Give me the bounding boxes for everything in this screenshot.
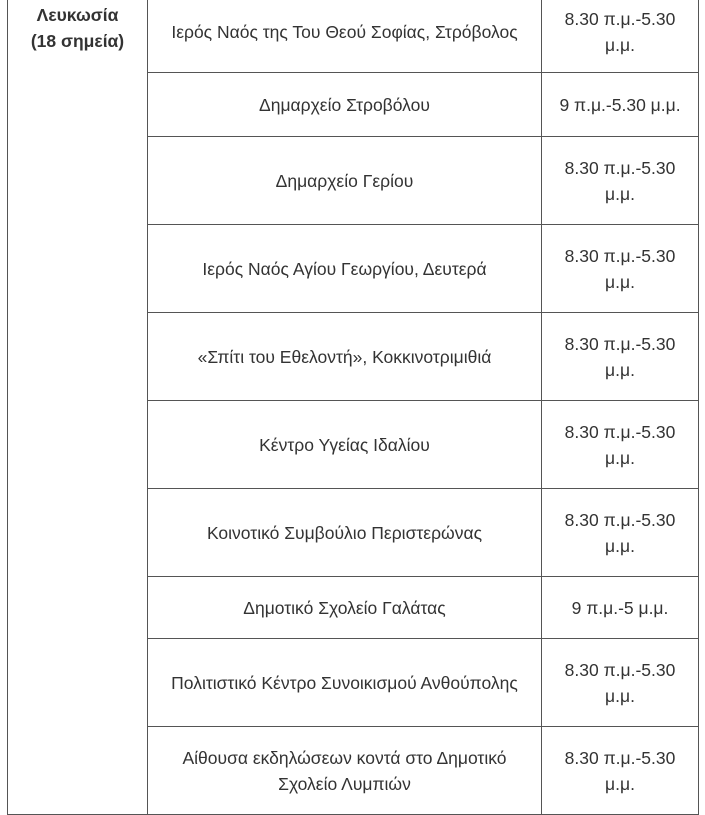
- place-cell: «Σπίτι του Εθελοντή», Κοκκινοτριμιθιά: [148, 313, 542, 401]
- place-cell: Δημαρχείο Στροβόλου: [148, 73, 542, 137]
- hours-cell: 8.30 π.μ.-5.30 μ.μ.: [542, 401, 699, 489]
- hours-cell: 8.30 π.μ.-5.30 μ.μ.: [542, 489, 699, 577]
- place-cell: Πολιτιστικό Κέντρο Συνοικισμού Ανθούπολης: [148, 639, 542, 727]
- hours-cell: 8.30 π.μ.-5.30 μ.μ.: [542, 0, 699, 73]
- place-cell: Ιερός Ναός Αγίου Γεωργίου, Δευτερά: [148, 225, 542, 313]
- hours-cell: 8.30 π.μ.-5.30 μ.μ.: [542, 313, 699, 401]
- hours-cell: 8.30 π.μ.-5.30 μ.μ.: [542, 727, 699, 815]
- hours-cell: 9 π.μ.-5 μ.μ.: [542, 577, 699, 639]
- place-cell: Κοινοτικό Συμβούλιο Περιστερώνας: [148, 489, 542, 577]
- region-name: Λευκωσία: [36, 5, 119, 25]
- place-cell: Ιερός Ναός της Του Θεού Σοφίας, Στρόβολος: [148, 0, 542, 73]
- locations-table: [7, 0, 699, 815]
- table-row: [8, 0, 699, 73]
- hours-cell: 8.30 π.μ.-5.30 μ.μ.: [542, 639, 699, 727]
- hours-cell: 8.30 π.μ.-5.30 μ.μ.: [542, 137, 699, 225]
- place-cell: Δημαρχείο Γερίου: [148, 137, 542, 225]
- hours-cell: 9 π.μ.-5.30 μ.μ.: [542, 73, 699, 137]
- region-count: (18 σημεία): [30, 31, 125, 51]
- region-cell: [8, 0, 148, 815]
- place-cell: Κέντρο Υγείας Ιδαλίου: [148, 401, 542, 489]
- place-cell: Αίθουσα εκδηλώσεων κοντά στο Δημοτικό Σχολείο Λυμπιών: [148, 727, 542, 815]
- place-cell: Δημοτικό Σχολείο Γαλάτας: [148, 577, 542, 639]
- hours-cell: 8.30 π.μ.-5.30 μ.μ.: [542, 225, 699, 313]
